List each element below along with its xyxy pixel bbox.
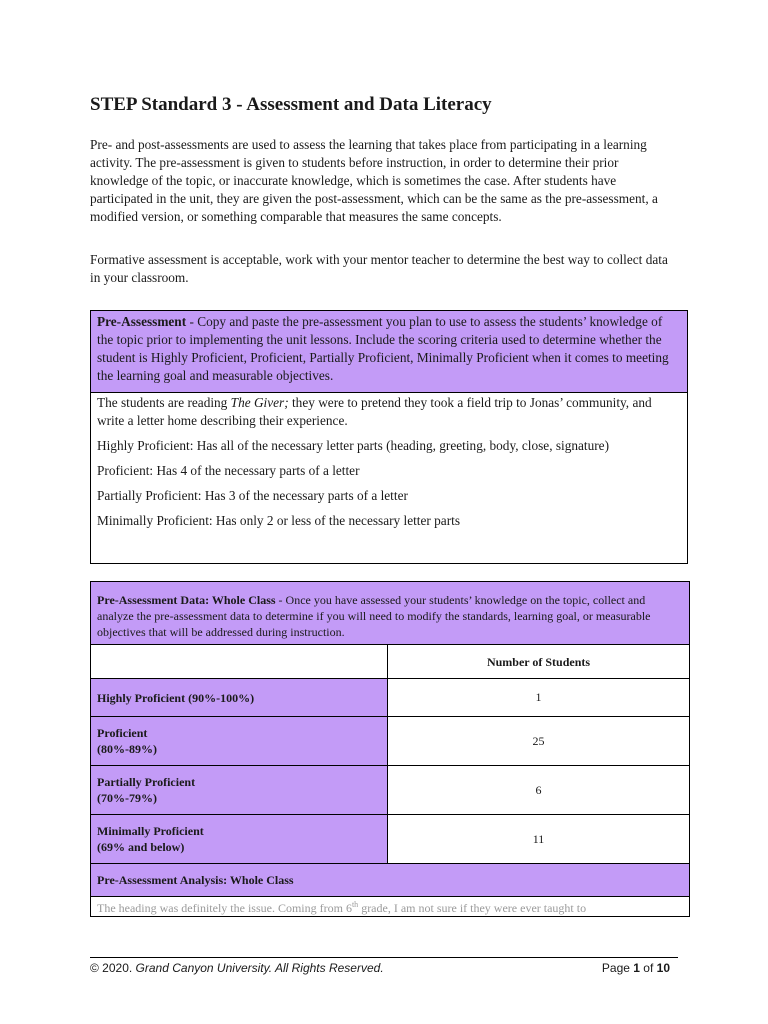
copyright-year: © 2020.: [90, 961, 133, 975]
footer-divider: [90, 957, 678, 958]
row-label-line2: (80%-89%): [97, 742, 157, 756]
criterion-highly-proficient: Highly Proficient: Has all of the necessary letter parts (heading, greeting, body, close, signature): [97, 438, 610, 453]
pre-assessment-instructions: - Copy and paste the pre-assessment you plan to use to assess the students’ knowledge of the topic prior to implementing the unit lessons. Include the scoring criteria used to determine whether the student is Highly Proficient, Proficient, Partially Proficient, Minimally Proficient when it comes to meeting the learning goal and measurable objectives.: [97, 314, 669, 383]
blank-header-cell: [91, 645, 388, 679]
analysis-text: [91, 897, 690, 917]
criterion-proficient: Proficient: Has 4 of the necessary parts of a letter: [97, 463, 360, 478]
analysis-text-start: The heading was definitely the issue. Coming from 6: [97, 901, 352, 915]
page-prefix: Page: [601, 961, 634, 975]
page-total: 10: [656, 961, 670, 975]
response-description: [97, 394, 681, 430]
book-title: The Giver;: [230, 395, 289, 410]
copyright-text: Grand Canyon University. All Rights Reserved.: [132, 961, 384, 975]
footer-copyright: [90, 961, 384, 975]
pre-assessment-response: [91, 393, 687, 563]
row-label-line1: Proficient: [97, 726, 148, 740]
class-data-header-row: [91, 582, 690, 645]
page-of: of: [639, 961, 657, 975]
row-label: [91, 717, 388, 766]
column-header-row: [91, 645, 690, 679]
class-data-header: [91, 582, 690, 645]
criterion-minimally-proficient: Minimally Proficient: Has only 2 or less of the necessary letter parts: [97, 513, 460, 528]
row-value: 1: [388, 679, 690, 717]
response-text-end: they were to pretend they took a field trip to Jonas’ community, and write a letter home describing their experience.: [97, 395, 652, 428]
footer-page-number: [602, 961, 670, 975]
table-row: [91, 815, 690, 864]
pre-assessment-label: Pre-Assessment: [97, 314, 187, 329]
class-data-instructions: - Once you have assessed your students’ knowledge on the topic, collect and analyze the pre-assessment data to determine if you will need to modify the standards, learning goal, or measurable objectives that will be addressed during instruction.: [97, 593, 651, 639]
row-label-line1: Minimally Proficient: [97, 824, 204, 838]
analysis-text-end: grade, I am not sure if they were ever taught to: [358, 901, 587, 915]
page-title: STEP Standard 3 - Assessment and Data Literacy: [90, 94, 492, 115]
number-of-students-header: Number of Students: [388, 645, 690, 679]
class-data-table: [90, 581, 690, 917]
page-current: 1: [633, 961, 640, 975]
analysis-superscript: th: [351, 900, 359, 909]
row-label-line1: Partially Proficient: [97, 775, 196, 789]
row-label-line2: (70%-79%): [97, 791, 157, 805]
row-value: 6: [388, 766, 690, 815]
row-label: [91, 815, 388, 864]
criterion-partially-proficient: Partially Proficient: Has 3 of the necessary parts of a letter: [97, 488, 408, 503]
row-value: 25: [388, 717, 690, 766]
response-text-start: The students are reading: [97, 395, 231, 410]
intro-paragraph-1: Pre- and post-assessments are used to assess the learning that takes place from participating in a learning activity. The pre-assessment is given to students before instruction, in order to determine their prior knowledge of the topic, or inaccurate knowledge, which is sometimes the case. After students have participated in the unit, they are given the post-assessment, which can be the same as the pre-assessment, a modified version, or something comparable that measures the same concepts.: [90, 137, 658, 224]
row-label: [91, 766, 388, 815]
table-row: [91, 717, 690, 766]
row-label-line2: (69% and below): [97, 840, 185, 854]
row-value: 11: [388, 815, 690, 864]
intro-paragraph-2: Formative assessment is acceptable, work with your mentor teacher to determine the best way to collect data in your classroom.: [90, 252, 668, 285]
table-row: [91, 766, 690, 815]
analysis-text-row: [91, 897, 690, 917]
row-label: [91, 679, 388, 717]
pre-assessment-header: [91, 311, 687, 393]
analysis-label: Pre-Assessment Analysis: Whole Class: [91, 864, 690, 897]
analysis-header-row: [91, 864, 690, 897]
class-data-label: Pre-Assessment Data: Whole Class: [97, 593, 276, 607]
row-label-line1: Highly Proficient (90%-100%): [97, 690, 255, 705]
pre-assessment-box: [90, 310, 688, 564]
table-row: [91, 679, 690, 717]
